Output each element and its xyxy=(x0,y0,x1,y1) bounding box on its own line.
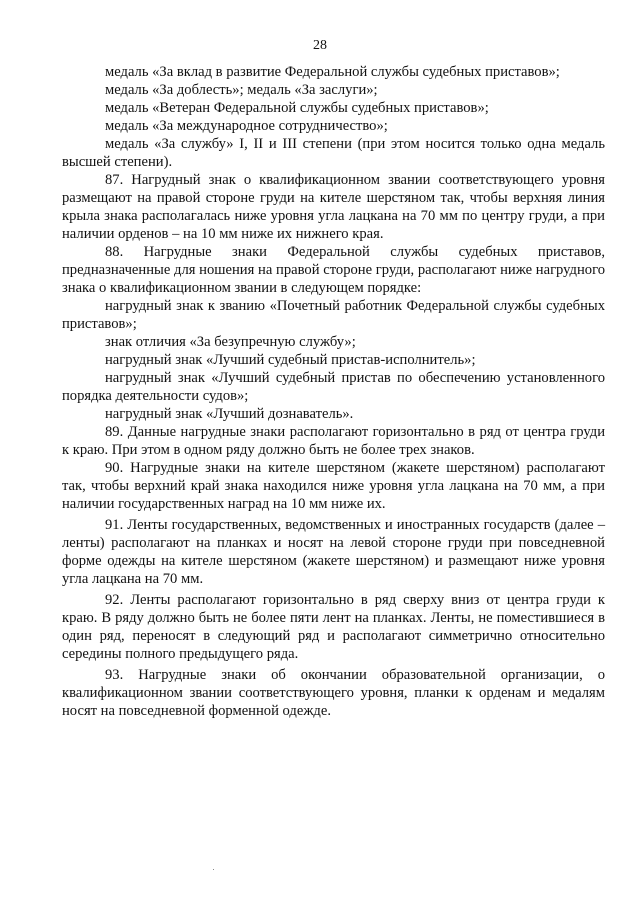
paragraph-medal-contribution: медаль «За вклад в развитие Федеральной службы судебных приставов»; xyxy=(105,64,560,80)
paragraph-88: 88. Нагрудные знаки Федеральной службы судебных приставов, предназначенные для ношения на правой стороне груди, располагают ниже нагрудного знака о квалификационном звании в следующем порядке: xyxy=(62,244,605,296)
paragraph-93: 93. Нагрудные знаки об окончании образовательной организации, о квалификационном звании соответствующего уровня, планки к орденам и медалям носят на повседневной форменной одежде. xyxy=(62,667,605,719)
paragraph-91: 91. Ленты государственных, ведомственных и иностранных государств (далее – ленты) располагают на планках и носят на левой стороне груди при повседневной форме одежды на кителе шерстяном (жакете шерстяном) и размещают ниже уровня угла лацкана на 70 мм. xyxy=(62,517,605,587)
paragraph-badge-bailiff-executor: нагрудный знак «Лучший судебный пристав-исполнитель»; xyxy=(105,352,476,368)
paragraph-badge-impeccable: знак отличия «За безупречную службу»; xyxy=(105,334,356,350)
paragraph-medal-service: медаль «За службу» I, II и III степени (при этом носится только одна медаль высшей степени). xyxy=(62,136,605,170)
paragraph-medal-valor: медаль «За доблесть»; медаль «За заслуги»; xyxy=(105,82,378,98)
paragraph-87: 87. Нагрудный знак о квалификационном звании соответствующего уровня размещают на правой стороне груди на кителе шерстяном так, чтобы верхняя линия крыла знака располагалась ниже уровня угла лацкана на 70 мм по центру груди, а при наличии орденов – на 10 мм ниже их нижнего края. xyxy=(62,172,605,242)
paragraph-badge-bailiff-courts: нагрудный знак «Лучший судебный пристав по обеспечению установленного порядка деятельности судов»; xyxy=(62,370,605,404)
paragraph-90: 90. Нагрудные знаки на кителе шерстяном (жакете шерстяном) располагают так, чтобы верхний край знака находился ниже уровня угла лацкана на 70 мм, а при наличии государственных наград на 10 мм ниже их. xyxy=(62,460,605,512)
document-body xyxy=(62,63,605,720)
paragraph-medal-veteran: медаль «Ветеран Федеральной службы судебных приставов»; xyxy=(105,100,489,116)
paragraph-badge-honorary: нагрудный знак к званию «Почетный работник Федеральной службы судебных приставов»; xyxy=(62,298,605,332)
paragraph-92: 92. Ленты располагают горизонтально в ряд сверху вниз от центра груди к краю. В ряду должно быть не более пяти лент на планках. Ленты, не поместившиеся в один ряд, переносят в следующий ряд и располагают симметрично относительно середины полного предыдущего ряда. xyxy=(62,592,605,662)
paragraph-89: 89. Данные нагрудные знаки располагают горизонтально в ряд от центра груди к краю. При этом в одном ряду должно быть не более трех знаков. xyxy=(62,424,605,458)
page-number: 28 xyxy=(313,38,327,53)
paragraph-medal-international: медаль «За международное сотрудничество»; xyxy=(105,118,388,134)
paragraph-badge-investigator: нагрудный знак «Лучший дознаватель». xyxy=(105,406,354,422)
scan-speck xyxy=(213,869,214,870)
